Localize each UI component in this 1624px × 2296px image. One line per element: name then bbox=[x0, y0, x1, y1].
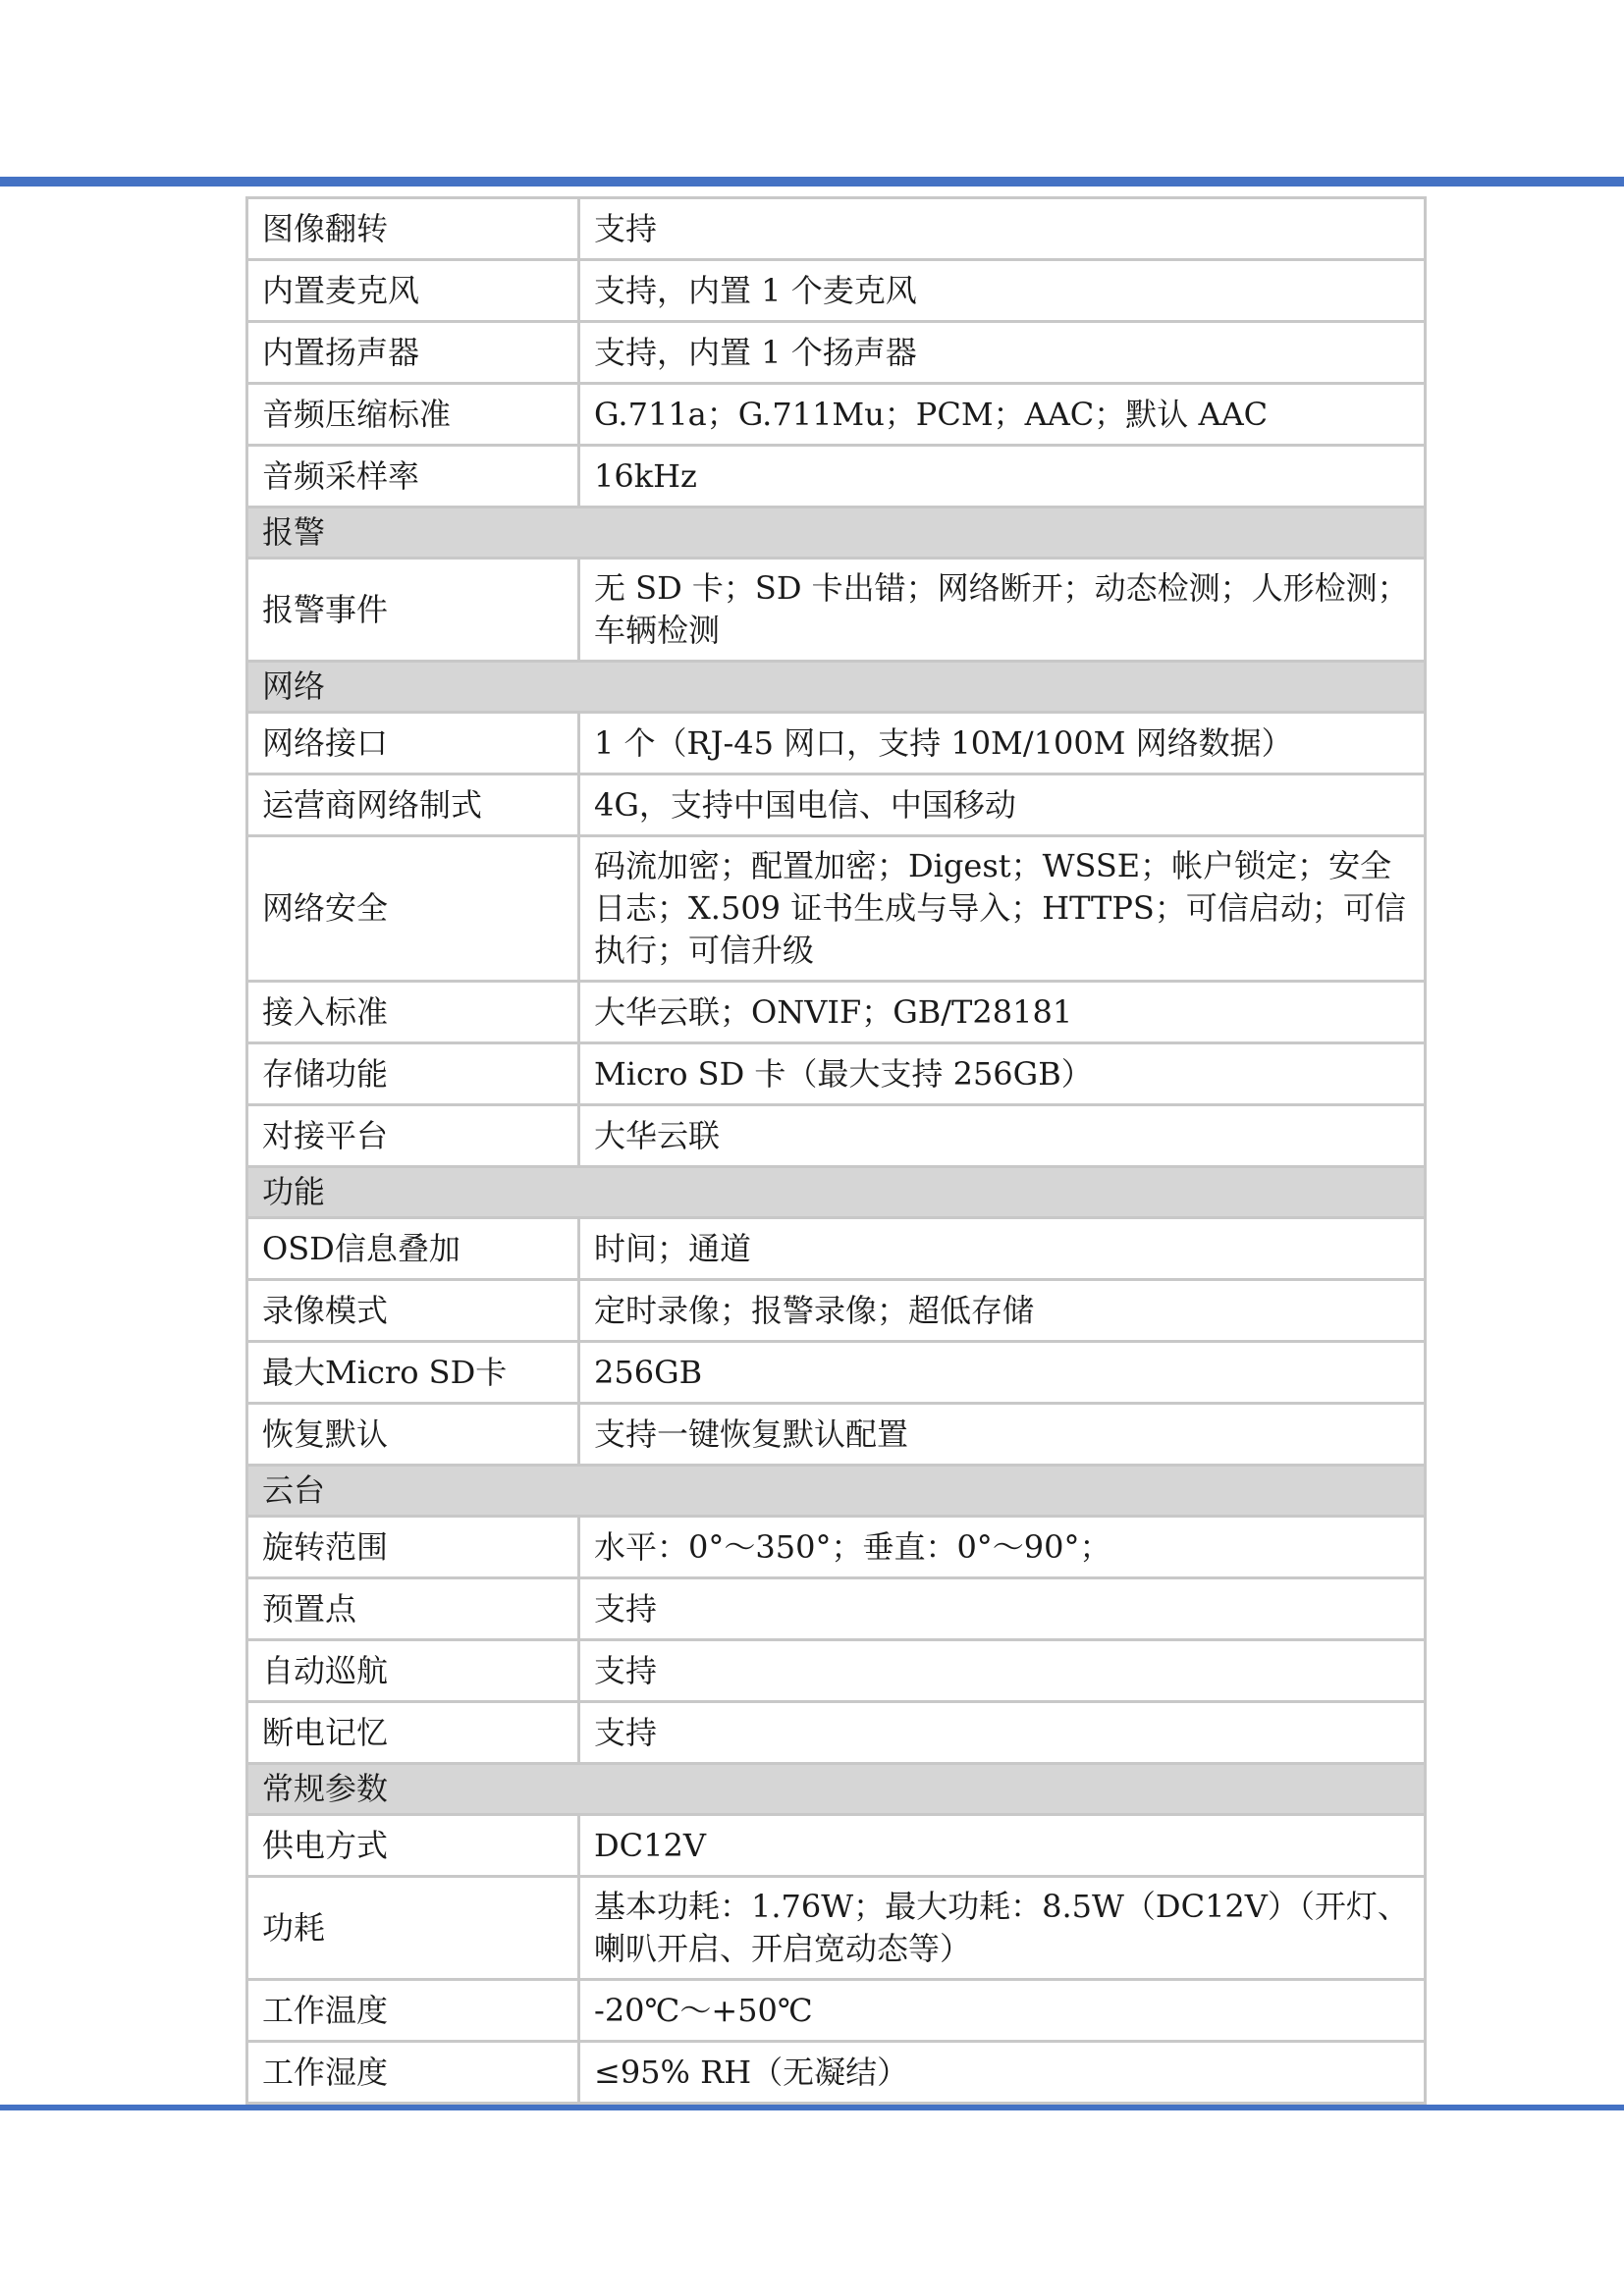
spec-value: 支持 bbox=[579, 1640, 1426, 1702]
spec-row bbox=[247, 1218, 1426, 1280]
spec-name: 内置扬声器 bbox=[247, 322, 579, 384]
spec-name: 网络接口 bbox=[247, 713, 579, 774]
spec-name: 旋转范围 bbox=[247, 1517, 579, 1578]
spec-table bbox=[245, 196, 1427, 2105]
footer-rule bbox=[0, 2105, 1624, 2110]
spec-name: 运营商网络制式 bbox=[247, 774, 579, 836]
section-title: 报警 bbox=[247, 507, 1426, 559]
spec-name: 图像翻转 bbox=[247, 198, 579, 260]
spec-name: OSD信息叠加 bbox=[247, 1218, 579, 1280]
spec-value: -20℃～+50℃ bbox=[579, 1980, 1426, 2042]
spec-value: 无 SD 卡；SD 卡出错；网络断开；动态检测；人形检测；车辆检测 bbox=[579, 559, 1426, 662]
spec-name: 供电方式 bbox=[247, 1815, 579, 1877]
spec-row bbox=[247, 1043, 1426, 1105]
spec-value: 支持 bbox=[579, 198, 1426, 260]
spec-row bbox=[247, 982, 1426, 1043]
spec-value: 基本功耗：1.76W；最大功耗：8.5W（DC12V）（开灯、喇叭开启、开启宽动态等） bbox=[579, 1877, 1426, 1980]
spec-row bbox=[247, 446, 1426, 507]
spec-value: 定时录像；报警录像；超低存储 bbox=[579, 1280, 1426, 1342]
spec-name: 内置麦克风 bbox=[247, 260, 579, 322]
spec-name: 最大Micro SD卡 bbox=[247, 1342, 579, 1404]
spec-value: 水平：0°～350°；垂直：0°～90°； bbox=[579, 1517, 1426, 1578]
spec-value: 16kHz bbox=[579, 446, 1426, 507]
spec-value: 1 个（RJ-45 网口，支持 10M/100M 网络数据） bbox=[579, 713, 1426, 774]
spec-value: 大华云联；ONVIF；GB/T28181 bbox=[579, 982, 1426, 1043]
spec-name: 自动巡航 bbox=[247, 1640, 579, 1702]
spec-name: 录像模式 bbox=[247, 1280, 579, 1342]
header-rule bbox=[0, 177, 1624, 187]
spec-name: 网络安全 bbox=[247, 836, 579, 982]
section-header-row bbox=[247, 662, 1426, 713]
section-title: 常规参数 bbox=[247, 1764, 1426, 1815]
spec-value: 4G，支持中国电信、中国移动 bbox=[579, 774, 1426, 836]
spec-value: 支持，内置 1 个扬声器 bbox=[579, 322, 1426, 384]
spec-name: 报警事件 bbox=[247, 559, 579, 662]
spec-name: 存储功能 bbox=[247, 1043, 579, 1105]
spec-row bbox=[247, 1640, 1426, 1702]
spec-row bbox=[247, 836, 1426, 982]
spec-row bbox=[247, 713, 1426, 774]
spec-row bbox=[247, 559, 1426, 662]
spec-name: 音频压缩标准 bbox=[247, 384, 579, 446]
spec-row bbox=[247, 260, 1426, 322]
spec-value: G.711a；G.711Mu；PCM；AAC；默认 AAC bbox=[579, 384, 1426, 446]
section-title: 功能 bbox=[247, 1167, 1426, 1218]
spec-row bbox=[247, 1342, 1426, 1404]
spec-row bbox=[247, 774, 1426, 836]
spec-name: 预置点 bbox=[247, 1578, 579, 1640]
spec-value: 码流加密；配置加密；Digest；WSSE；帐户锁定；安全日志；X.509 证书生成与导入；HTTPS；可信启动；可信执行；可信升级 bbox=[579, 836, 1426, 982]
spec-row bbox=[247, 1980, 1426, 2042]
spec-value: ≤95% RH（无凝结） bbox=[579, 2042, 1426, 2104]
spec-name: 功耗 bbox=[247, 1877, 579, 1980]
section-title: 云台 bbox=[247, 1466, 1426, 1517]
spec-value: DC12V bbox=[579, 1815, 1426, 1877]
spec-row bbox=[247, 1877, 1426, 1980]
spec-row bbox=[247, 1815, 1426, 1877]
spec-name: 音频采样率 bbox=[247, 446, 579, 507]
spec-row bbox=[247, 384, 1426, 446]
section-header-row bbox=[247, 1764, 1426, 1815]
spec-row bbox=[247, 1280, 1426, 1342]
spec-name: 对接平台 bbox=[247, 1105, 579, 1167]
spec-value: 256GB bbox=[579, 1342, 1426, 1404]
spec-row bbox=[247, 2042, 1426, 2104]
section-header-row bbox=[247, 1167, 1426, 1218]
spec-row bbox=[247, 1105, 1426, 1167]
spec-row bbox=[247, 1404, 1426, 1466]
section-header-row bbox=[247, 1466, 1426, 1517]
spec-name: 断电记忆 bbox=[247, 1702, 579, 1764]
spec-value: 支持，内置 1 个麦克风 bbox=[579, 260, 1426, 322]
spec-value: 大华云联 bbox=[579, 1105, 1426, 1167]
spec-name: 工作温度 bbox=[247, 1980, 579, 2042]
spec-name: 接入标准 bbox=[247, 982, 579, 1043]
spec-row bbox=[247, 1517, 1426, 1578]
spec-name: 恢复默认 bbox=[247, 1404, 579, 1466]
spec-value: 支持 bbox=[579, 1702, 1426, 1764]
spec-value: 时间；通道 bbox=[579, 1218, 1426, 1280]
spec-row bbox=[247, 322, 1426, 384]
spec-value: 支持一键恢复默认配置 bbox=[579, 1404, 1426, 1466]
spec-value: 支持 bbox=[579, 1578, 1426, 1640]
spec-name: 工作湿度 bbox=[247, 2042, 579, 2104]
spec-table-body bbox=[247, 198, 1426, 2104]
spec-row bbox=[247, 1702, 1426, 1764]
section-header-row bbox=[247, 507, 1426, 559]
section-title: 网络 bbox=[247, 662, 1426, 713]
spec-row bbox=[247, 1578, 1426, 1640]
spec-row bbox=[247, 198, 1426, 260]
spec-value: Micro SD 卡（最大支持 256GB） bbox=[579, 1043, 1426, 1105]
